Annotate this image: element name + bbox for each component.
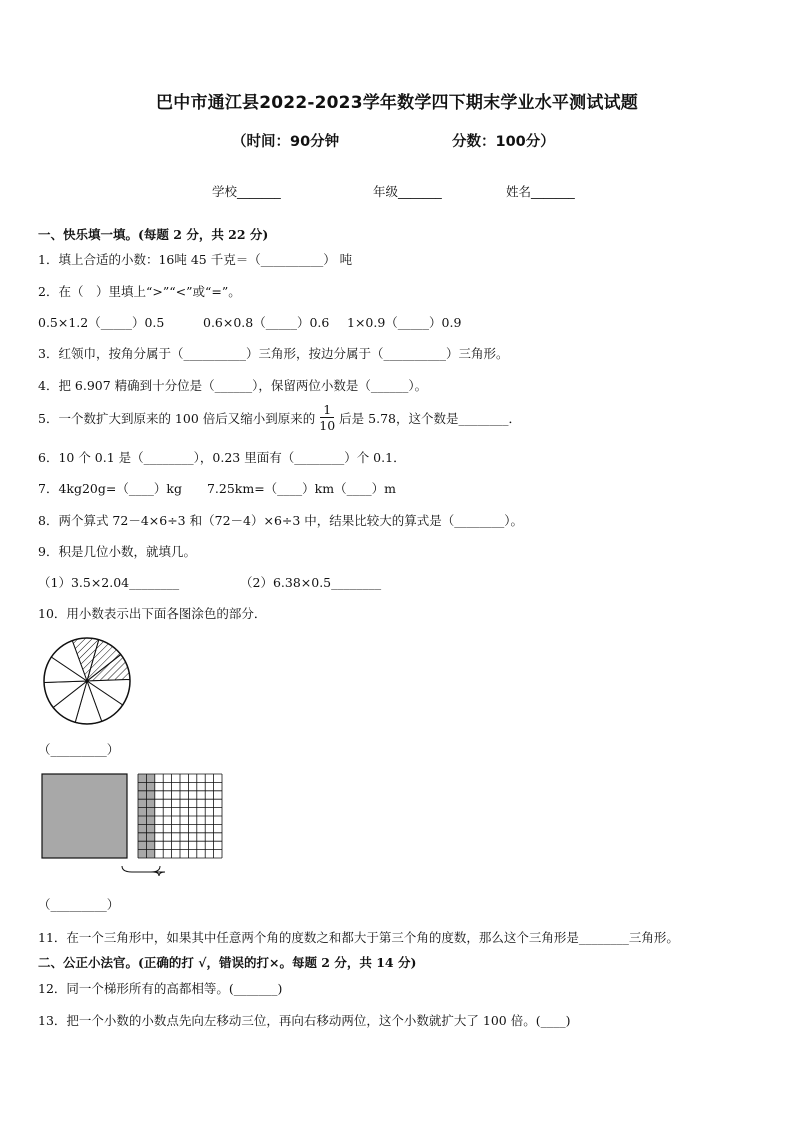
school-field[interactable]: 学校_______ bbox=[212, 184, 281, 199]
brace-icon bbox=[122, 866, 165, 876]
question-12: 12．同一个梯形所有的高都相等。(_______) bbox=[38, 981, 283, 996]
question-2a: 0.5×1.2（_____）0.5 bbox=[38, 315, 165, 330]
question-1: 1．填上合适的小数：16吨 45 千克＝（__________） 吨 bbox=[38, 252, 353, 267]
question-3: 3．红领巾，按角分属于（__________）三角形，按边分属于（__________）三角形。 bbox=[38, 346, 509, 361]
page-title: 巴中市通江县2022-2023学年数学四下期末学业水平测试试题 bbox=[156, 93, 638, 113]
question-2b: 0.6×0.8（_____）0.6 bbox=[203, 315, 330, 330]
fraction-numerator: 1 bbox=[323, 402, 332, 417]
question-9: 9．积是几位小数，就填几。 bbox=[38, 544, 196, 559]
exam-score: 分数：100分） bbox=[452, 134, 555, 150]
question-13: 13．把一个小数的小数点先向左移动三位，再向右移动两位，这个小数就扩大了 100 倍。(____) bbox=[38, 1013, 571, 1028]
question-2c: 1×0.9（_____）0.9 bbox=[347, 315, 462, 330]
grid-figure bbox=[40, 772, 226, 876]
question-9b: （2）6.38×0.5________ bbox=[240, 575, 382, 590]
question-5-text-after: 后是 5.78，这个数是________． bbox=[339, 410, 521, 426]
fraction-one-tenth bbox=[319, 402, 335, 433]
fully-shaded-square bbox=[42, 774, 127, 858]
question-8: 8．两个算式 72－4×6÷3 和（72－4）×6÷3 中，结果比较大的算式是（________）。 bbox=[38, 513, 524, 528]
fraction-denominator: 10 bbox=[319, 418, 336, 433]
question-2: 2．在（ ）里填上“>”“<”或“=”。 bbox=[38, 284, 241, 299]
section-1-heading: 一、快乐填一填。(每题 2 分，共 22 分) bbox=[38, 227, 269, 242]
question-11: 11．在一个三角形中，如果其中任意两个角的度数之和都大于第三个角的度数，那么这个三角形是________三角形。 bbox=[38, 930, 679, 945]
grade-field[interactable]: 年级_______ bbox=[373, 184, 442, 199]
question-9a: （1）3.5×2.04________ bbox=[38, 575, 180, 590]
name-field[interactable]: 姓名_______ bbox=[506, 184, 575, 199]
question-5 bbox=[38, 402, 521, 433]
question-7: 7．4kg20g=（____）kg 7.25km=（____）km（____）m bbox=[38, 481, 396, 496]
question-4: 4．把 6.907 精确到十分位是（______），保留两位小数是（______）。 bbox=[38, 378, 428, 393]
exam-time: （时间：90分钟 bbox=[232, 134, 340, 150]
section-2-heading: 二、公正小法官。(正确的打 √，错误的打×。每题 2 分，共 14 分) bbox=[38, 955, 417, 970]
question-10-blank-1[interactable]: （_________） bbox=[38, 742, 120, 757]
circle-figure bbox=[40, 634, 134, 728]
question-5-text-before: 5．一个数扩大到原来的 100 倍后又缩小到原来的 bbox=[38, 410, 316, 426]
question-10-blank-2[interactable]: （_________） bbox=[38, 897, 120, 912]
question-10: 10．用小数表示出下面各图涂色的部分． bbox=[38, 606, 267, 621]
question-6: 6．10 个 0.1 是（________），0.23 里面有（________）个 0.1． bbox=[38, 450, 406, 465]
